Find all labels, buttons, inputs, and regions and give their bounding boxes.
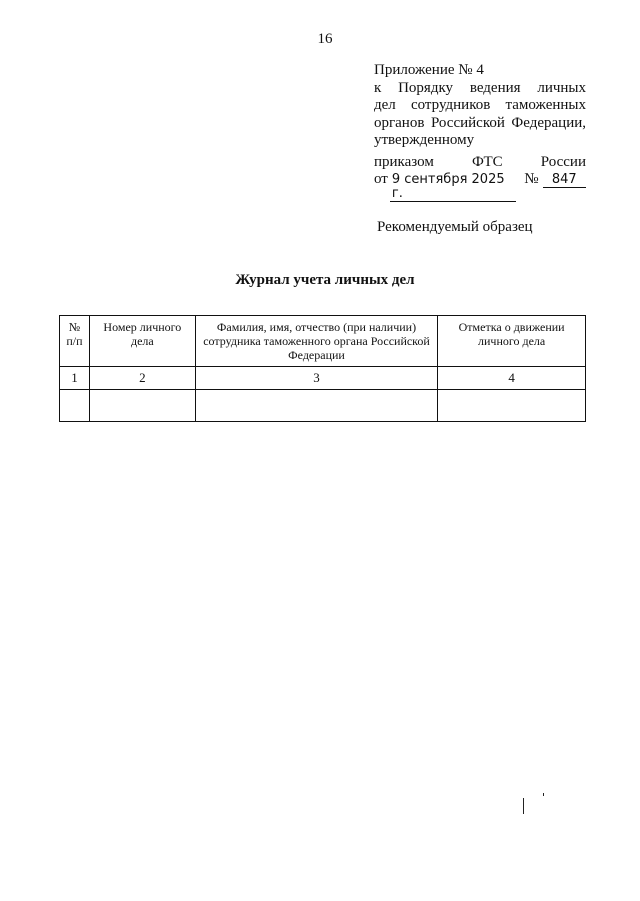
scan-mark [543, 793, 544, 796]
order-date-field: 9 сентября 2025 г. [390, 173, 516, 202]
order-line [374, 154, 586, 172]
empty-cell [60, 390, 90, 422]
empty-cell [195, 390, 437, 422]
sample-label: Рекомендуемый образец [377, 219, 533, 235]
column-number: 4 [438, 367, 586, 390]
column-number: 2 [89, 367, 195, 390]
appendix-line-4: органов Российской Федерации, [374, 114, 586, 131]
order-number-field: 847 [543, 173, 586, 188]
order-word: приказом [374, 153, 434, 170]
table-header-row [60, 316, 586, 367]
column-number-row [60, 367, 586, 390]
column-number: 3 [195, 367, 437, 390]
header-movement-note: Отметка о движении личного дела [438, 316, 586, 367]
number-label: № [524, 171, 539, 187]
header-full-name: Фамилия, имя, отчество (при наличии) сотрудника таможенного органа Российской Федерации [195, 316, 437, 367]
appendix-block [374, 62, 586, 202]
column-number: 1 [60, 367, 90, 390]
appendix-line-2: к Порядку ведения личных [374, 79, 586, 96]
empty-cell [89, 390, 195, 422]
header-case-number: Номер личного дела [89, 316, 195, 367]
table-row [60, 390, 586, 422]
appendix-line-5: утвержденному [374, 132, 475, 148]
order-country: России [540, 153, 586, 170]
appendix-title: Приложение № 4 [374, 62, 484, 78]
order-org: ФТС [471, 153, 503, 170]
journal-title: Журнал учета личных дел [235, 272, 415, 288]
journal-table [59, 315, 586, 422]
appendix-line-3: дел сотрудников таможенных [374, 97, 586, 113]
scan-mark [523, 798, 524, 814]
date-line [374, 171, 586, 202]
date-prefix: от [374, 171, 388, 187]
header-index: № п/п [60, 316, 90, 367]
empty-cell [438, 390, 586, 422]
page-number: 16 [317, 31, 333, 47]
